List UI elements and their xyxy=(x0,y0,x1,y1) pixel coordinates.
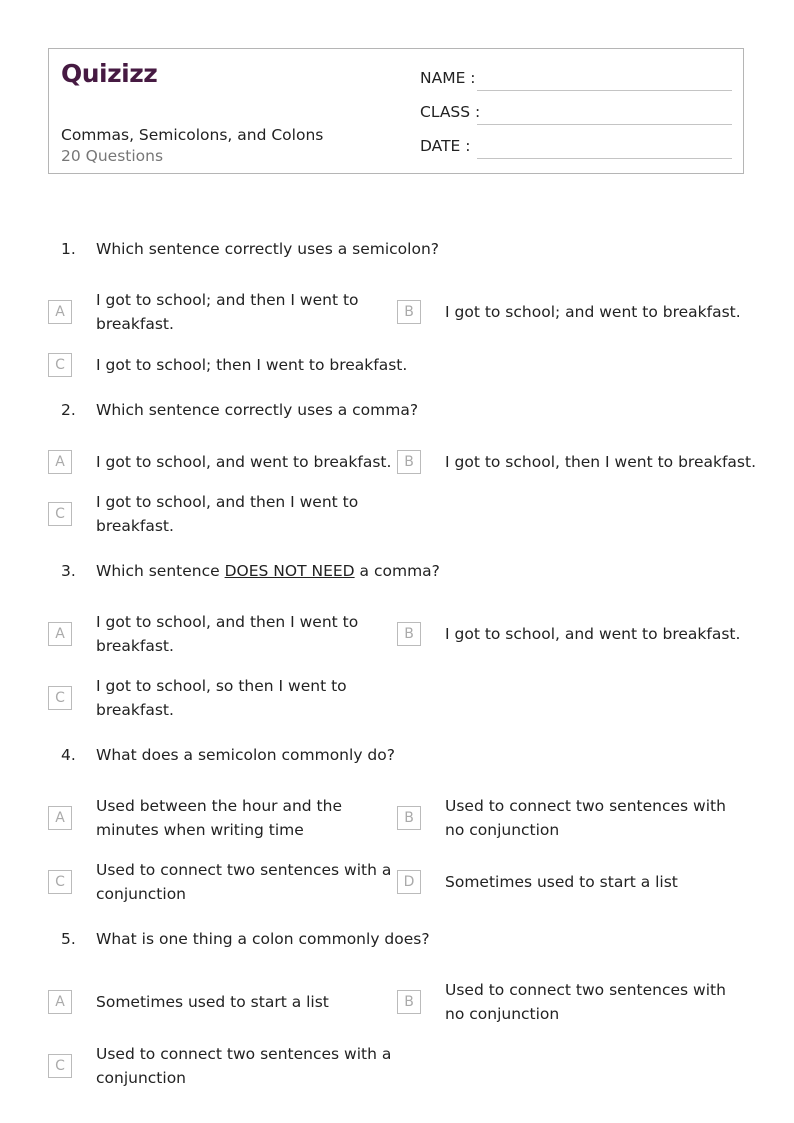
option-letter: B xyxy=(397,622,421,646)
question-number: 1. xyxy=(61,240,76,258)
question-number: 2. xyxy=(61,401,76,419)
option-c[interactable] xyxy=(48,490,398,538)
question-text: What does a semicolon commonly do? xyxy=(96,746,395,764)
option-b[interactable] xyxy=(397,610,747,658)
option-letter: D xyxy=(397,870,421,894)
option-b[interactable] xyxy=(397,450,756,474)
option-d[interactable] xyxy=(397,858,747,906)
option-letter: B xyxy=(397,990,421,1014)
option-letter: A xyxy=(48,450,72,474)
class-line xyxy=(477,124,732,125)
option-a[interactable] xyxy=(48,450,398,474)
name-line xyxy=(477,90,732,91)
option-letter: A xyxy=(48,622,72,646)
question-4 xyxy=(0,746,794,906)
date-line xyxy=(477,158,732,159)
emphasis-text: DOES NOT NEED xyxy=(224,562,355,580)
option-text: I got to school, so then I went to breakfast. xyxy=(96,677,347,719)
question-text: What is one thing a colon commonly does? xyxy=(96,930,430,948)
date-field[interactable] xyxy=(420,135,732,159)
option-c[interactable] xyxy=(48,674,398,722)
option-c[interactable] xyxy=(48,352,408,378)
option-c[interactable] xyxy=(48,858,398,906)
option-text: I got to school, and went to breakfast. xyxy=(96,453,392,471)
question-count: 20 Questions xyxy=(61,147,164,165)
option-text: Used between the hour and the minutes when writing time xyxy=(96,797,342,839)
date-label: DATE : xyxy=(420,137,471,155)
name-label: NAME : xyxy=(420,69,476,87)
option-letter: B xyxy=(397,450,421,474)
option-a[interactable] xyxy=(48,610,398,658)
option-b[interactable] xyxy=(397,288,747,336)
option-letter: A xyxy=(48,806,72,830)
class-field[interactable] xyxy=(420,101,732,125)
option-text: Sometimes used to start a list xyxy=(96,993,329,1011)
option-letter: C xyxy=(48,353,72,377)
quizizz-logo: Quizizz xyxy=(61,59,158,88)
worksheet-title: Commas, Semicolons, and Colons xyxy=(61,126,324,144)
option-b[interactable] xyxy=(397,978,747,1026)
class-label: CLASS : xyxy=(420,103,481,121)
option-text: Used to connect two sentences with no conjunction xyxy=(445,797,726,839)
question-number: 4. xyxy=(61,746,76,764)
option-letter: B xyxy=(397,806,421,830)
option-text: Sometimes used to start a list xyxy=(445,873,678,891)
worksheet-header xyxy=(48,48,744,174)
question-list xyxy=(0,240,794,1090)
option-text: I got to school, then I went to breakfast. xyxy=(445,453,756,471)
option-text: Used to connect two sentences with no conjunction xyxy=(445,981,726,1023)
option-text: I got to school, and went to breakfast. xyxy=(445,625,741,643)
question-2 xyxy=(0,401,794,538)
option-letter: B xyxy=(397,300,421,324)
option-a[interactable] xyxy=(48,288,398,336)
question-number: 5. xyxy=(61,930,76,948)
question-3 xyxy=(0,562,794,722)
option-a[interactable] xyxy=(48,794,398,842)
option-letter: A xyxy=(48,990,72,1014)
question-number: 3. xyxy=(61,562,76,580)
option-text: I got to school, and then I went to breakfast. xyxy=(96,613,359,655)
option-text: Used to connect two sentences with a conjunction xyxy=(96,861,392,903)
option-b[interactable] xyxy=(397,794,747,842)
option-letter: A xyxy=(48,300,72,324)
question-text: Which sentence correctly uses a semicolon? xyxy=(96,240,439,258)
option-letter: C xyxy=(48,502,72,526)
option-text: I got to school, and then I went to breakfast. xyxy=(96,493,359,535)
option-c[interactable] xyxy=(48,1042,398,1090)
question-1 xyxy=(0,240,794,378)
question-text: Which sentence correctly uses a comma? xyxy=(96,401,419,419)
option-text: Used to connect two sentences with a conjunction xyxy=(96,1045,392,1087)
name-field[interactable] xyxy=(420,67,732,91)
question-5 xyxy=(0,930,794,1090)
option-text: I got to school; and went to breakfast. xyxy=(445,303,741,321)
option-text: I got to school; and then I went to breakfast. xyxy=(96,291,359,333)
option-a[interactable] xyxy=(48,978,398,1026)
option-letter: C xyxy=(48,686,72,710)
option-text: I got to school; then I went to breakfast. xyxy=(96,356,408,374)
option-letter: C xyxy=(48,870,72,894)
option-letter: C xyxy=(48,1054,72,1078)
question-text: Which sentence DOES NOT NEED a comma? xyxy=(96,562,440,580)
